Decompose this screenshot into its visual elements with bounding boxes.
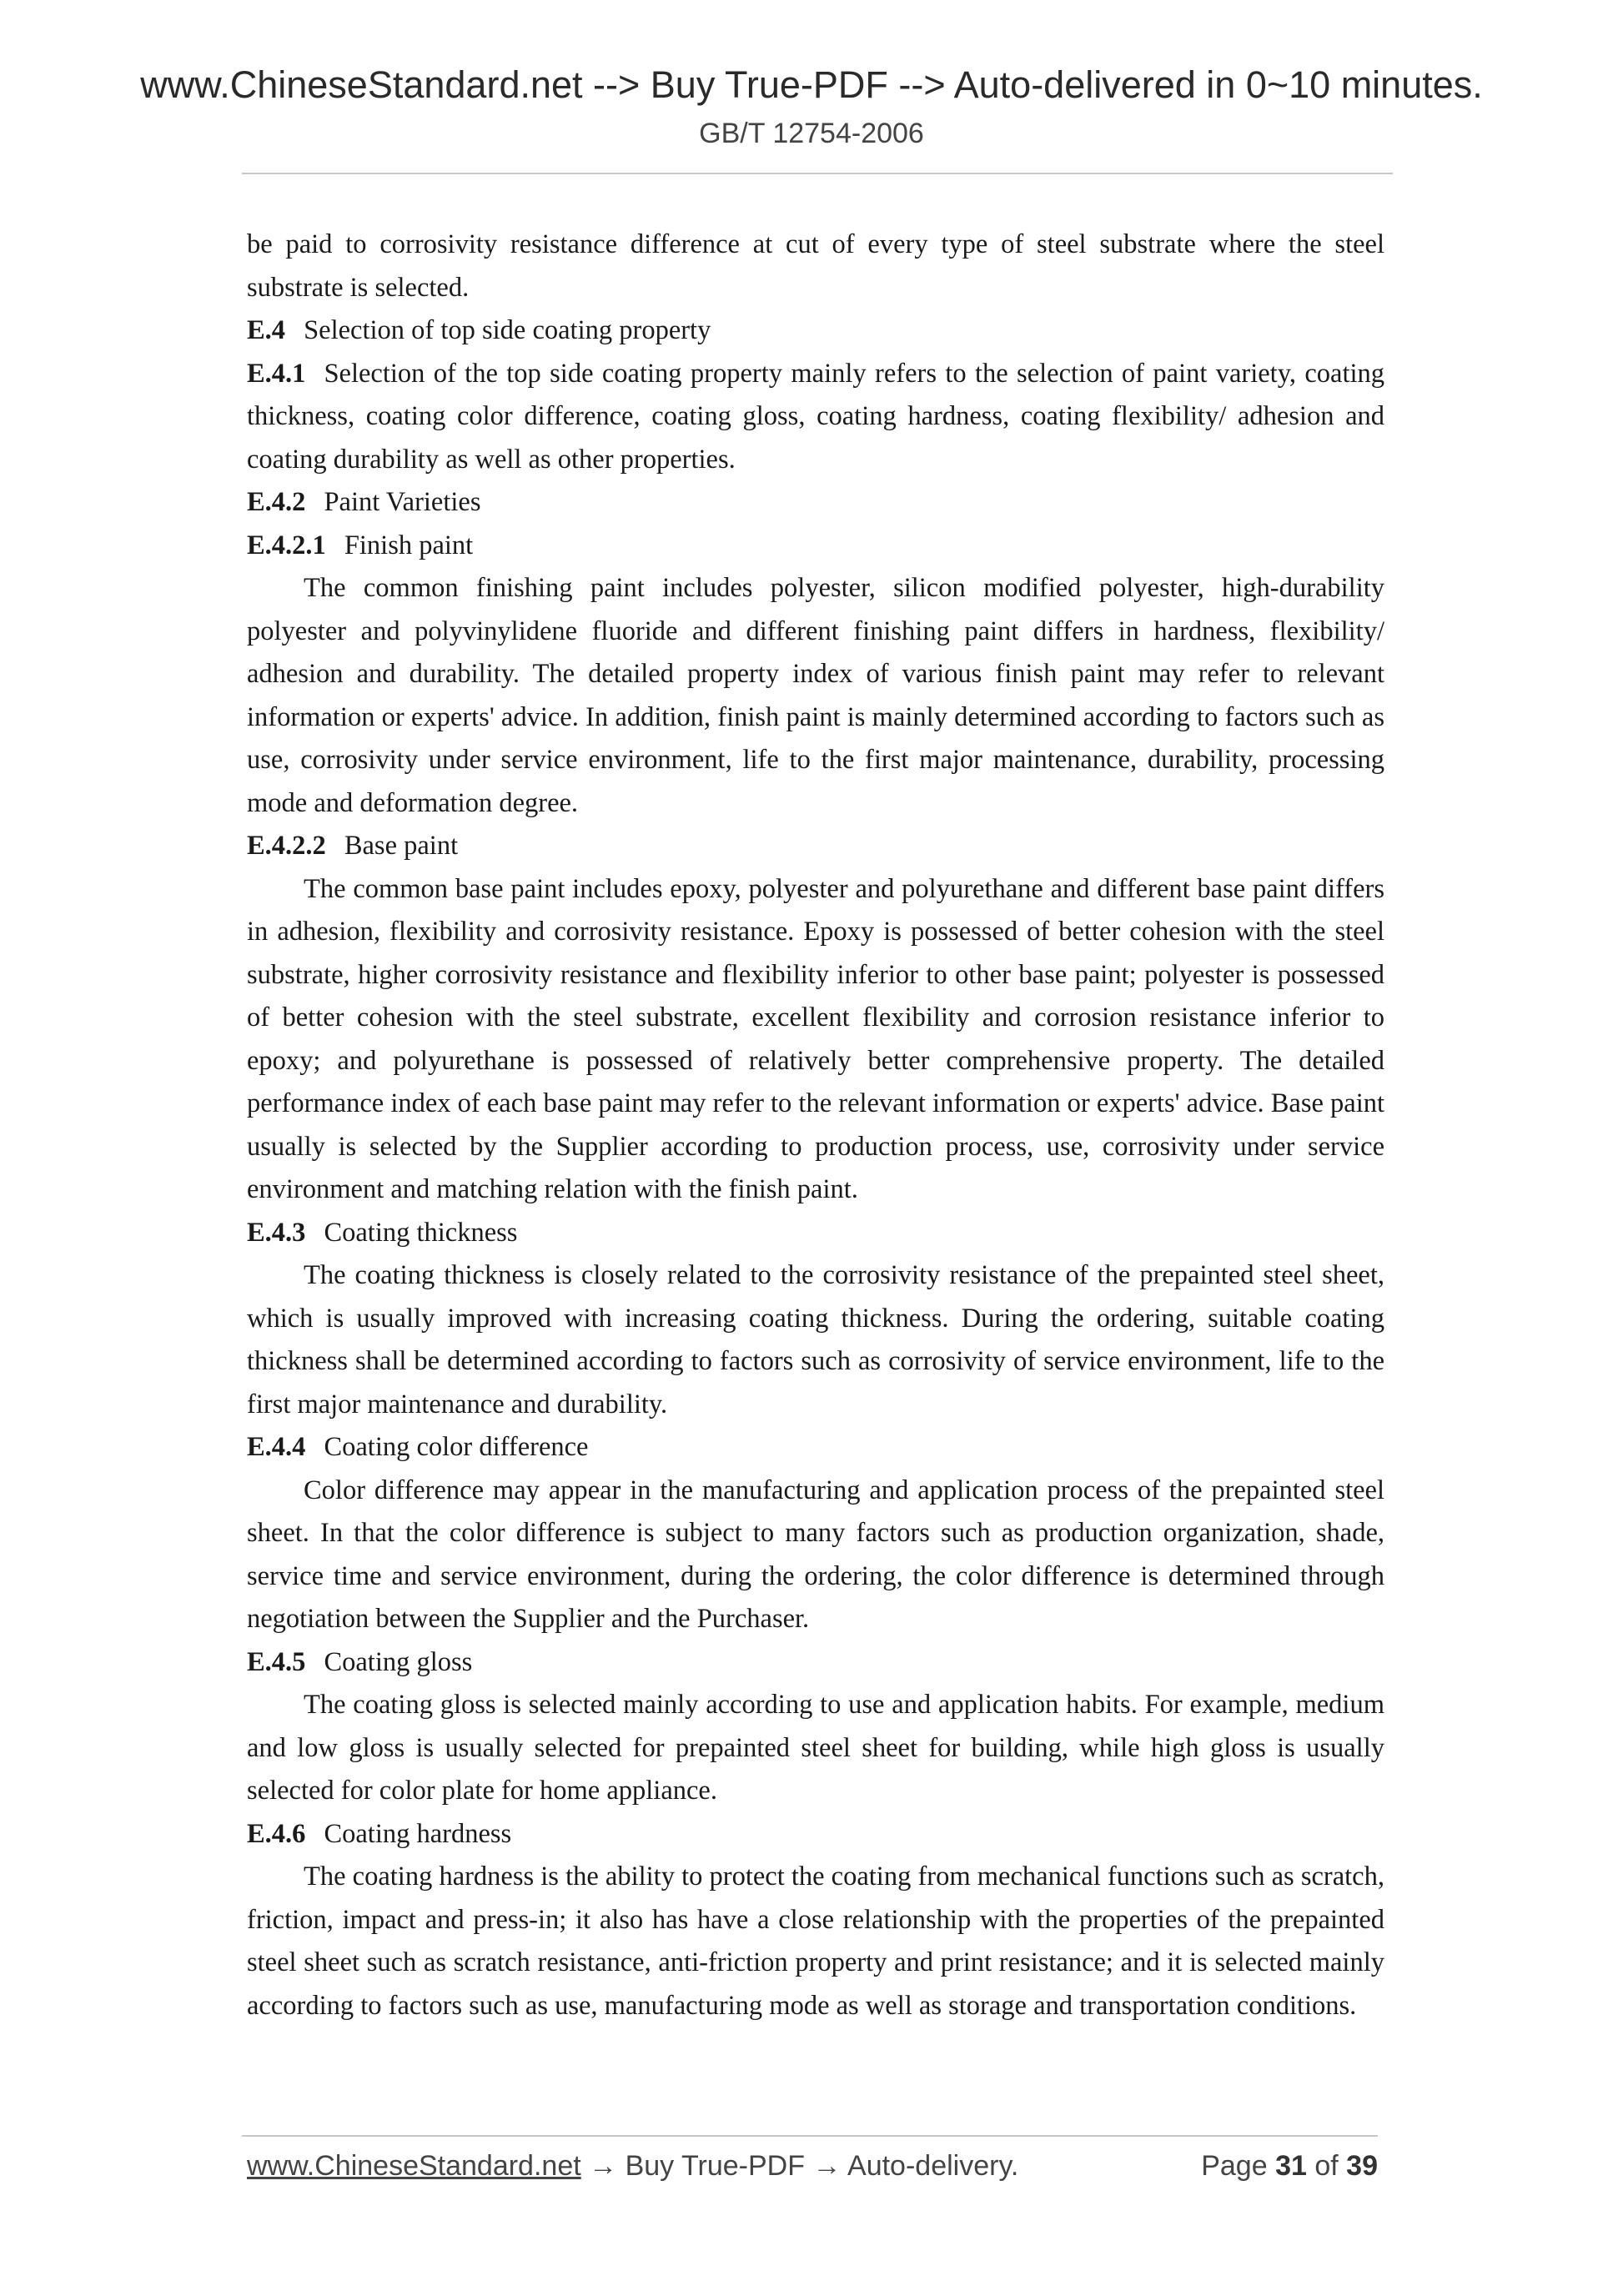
heading-e4-2-1 — [247, 525, 1384, 568]
clause-e4-1 — [247, 353, 1384, 482]
clause-text: Selection of the top side coating property mainly refers to the selection of paint variety, coating thickness, coating color difference, coating gloss, coating hardness, coating flexibility/ adhesion and coating durability as well as other properties. — [247, 358, 1384, 475]
page-indicator — [1201, 2150, 1378, 2183]
clause-title: Paint Varieties — [324, 487, 481, 517]
header-banner: www.ChineseStandard.net --> Buy True-PDF --> Auto-delivered in 0~10 minutes. — [140, 63, 1483, 106]
heading-e4-6 — [247, 1813, 1384, 1856]
paragraph-finish-paint: The common finishing paint includes polyester, silicon modified polyester, high-durability polyester and polyvinylidene fluoride and different finishing paint differs in hardness, flexibility/ adhesion and durability. The detailed property index of various finish paint may refer to relevant information or experts' advice. In addition, finish paint is mainly determined according to factors such as use, corrosivity under service environment, life to the first major maintenance, durability, processing mode and deformation degree. — [247, 573, 1384, 818]
paragraph-coating-thickness: The coating thickness is closely related to the corrosivity resistance of the prepainted steel sheet, which is usually improved with increasing coating thickness. During the ordering, suitable coating thickness shall be determined according to factors such as corrosivity of service environment, life to the first major maintenance and durability. — [247, 1260, 1384, 1419]
clause-title: Finish paint — [344, 530, 474, 560]
buy-text: Buy True-PDF — [625, 2150, 805, 2182]
paragraph-coating-hardness: The coating hardness is the ability to protect the coating from mechanical functions such as scratch, friction, impact and press-in; it also has have a close relationship with the properties of the prepainted steel sheet such as scratch resistance, anti-friction property and print resistance; and it is selected mainly according to factors such as use, manufacturing mode as well as storage and transportation conditions. — [247, 1861, 1384, 2021]
page-footer — [247, 2150, 1378, 2200]
arrow-right-icon: → — [589, 2150, 618, 2182]
clause-number: E.4.1 — [247, 358, 306, 389]
heading-e4 — [247, 309, 1384, 353]
clause-number: E.4.2.1 — [247, 530, 326, 560]
clause-number: E.4.5 — [247, 1646, 306, 1677]
page-label: Page — [1201, 2150, 1268, 2182]
clause-title: Coating gloss — [324, 1646, 473, 1677]
site-link[interactable]: www.ChineseStandard.net — [247, 2150, 581, 2182]
clause-number: E.4.4 — [247, 1432, 306, 1462]
heading-e4-2-2 — [247, 825, 1384, 868]
heading-e4-3 — [247, 1212, 1384, 1255]
paragraph-coating-gloss: The coating gloss is selected mainly according to use and application habits. For example, medium and low gloss is usually selected for prepainted steel sheet for building, while high gloss is usually selected for color plate for home appliance. — [247, 1690, 1384, 1806]
clause-title: Selection of top side coating property — [304, 315, 711, 345]
clause-title: Coating thickness — [324, 1217, 518, 1248]
header-divider — [242, 173, 1393, 174]
clause-number: E.4.6 — [247, 1818, 306, 1849]
arrow-right-icon: → — [812, 2150, 842, 2182]
clause-title: Coating hardness — [324, 1818, 512, 1849]
footer-divider — [242, 2135, 1378, 2137]
heading-e4-2 — [247, 481, 1384, 525]
paragraph-base-paint: The common base paint includes epoxy, polyester and polyurethane and different base paint differs in adhesion, flexibility and corrosivity resistance. Epoxy is possessed of better cohesion with the steel substrate, higher corrosivity resistance and flexibility inferior to other base paint; polyester is possessed of better cohesion with the steel substrate, excellent flexibility and corrosion resistance inferior to epoxy; and polyurethane is possessed of relatively better comprehensive property. The detailed performance index of each base paint may refer to the relevant information or experts' advice. Base paint usually is selected by the Supplier according to production process, use, corrosivity under service environment and matching relation with the finish paint. — [247, 873, 1384, 1204]
clause-number: E.4 — [247, 315, 286, 345]
heading-e4-5 — [247, 1641, 1384, 1685]
clause-number: E.4.3 — [247, 1217, 306, 1248]
clause-title: Coating color difference — [324, 1432, 589, 1462]
clause-title: Base paint — [344, 831, 459, 861]
page-number: 31 — [1275, 2150, 1307, 2182]
page-total: 39 — [1346, 2150, 1378, 2182]
delivery-text: Auto-delivery. — [847, 2150, 1019, 2182]
doc-code: GB/T 12754-2006 — [699, 118, 924, 149]
footer-links — [247, 2150, 1018, 2183]
clause-number: E.4.2.2 — [247, 831, 326, 861]
clause-number: E.4.2 — [247, 487, 306, 517]
paragraph-color-difference: Color difference may appear in the manufacturing and application process of the prepainted steel sheet. In that the color difference is subject to many factors such as production organization, shade, service time and service environment, during the ordering, the color difference is determined through negotiation between the Supplier and the Purchaser. — [247, 1475, 1384, 1634]
heading-e4-4 — [247, 1426, 1384, 1470]
document-body — [247, 224, 1384, 2027]
of-label: of — [1314, 2150, 1339, 2182]
paragraph-continuation: be paid to corrosivity resistance difference at cut of every type of steel substrate where the steel substrate is selected. — [247, 229, 1384, 303]
